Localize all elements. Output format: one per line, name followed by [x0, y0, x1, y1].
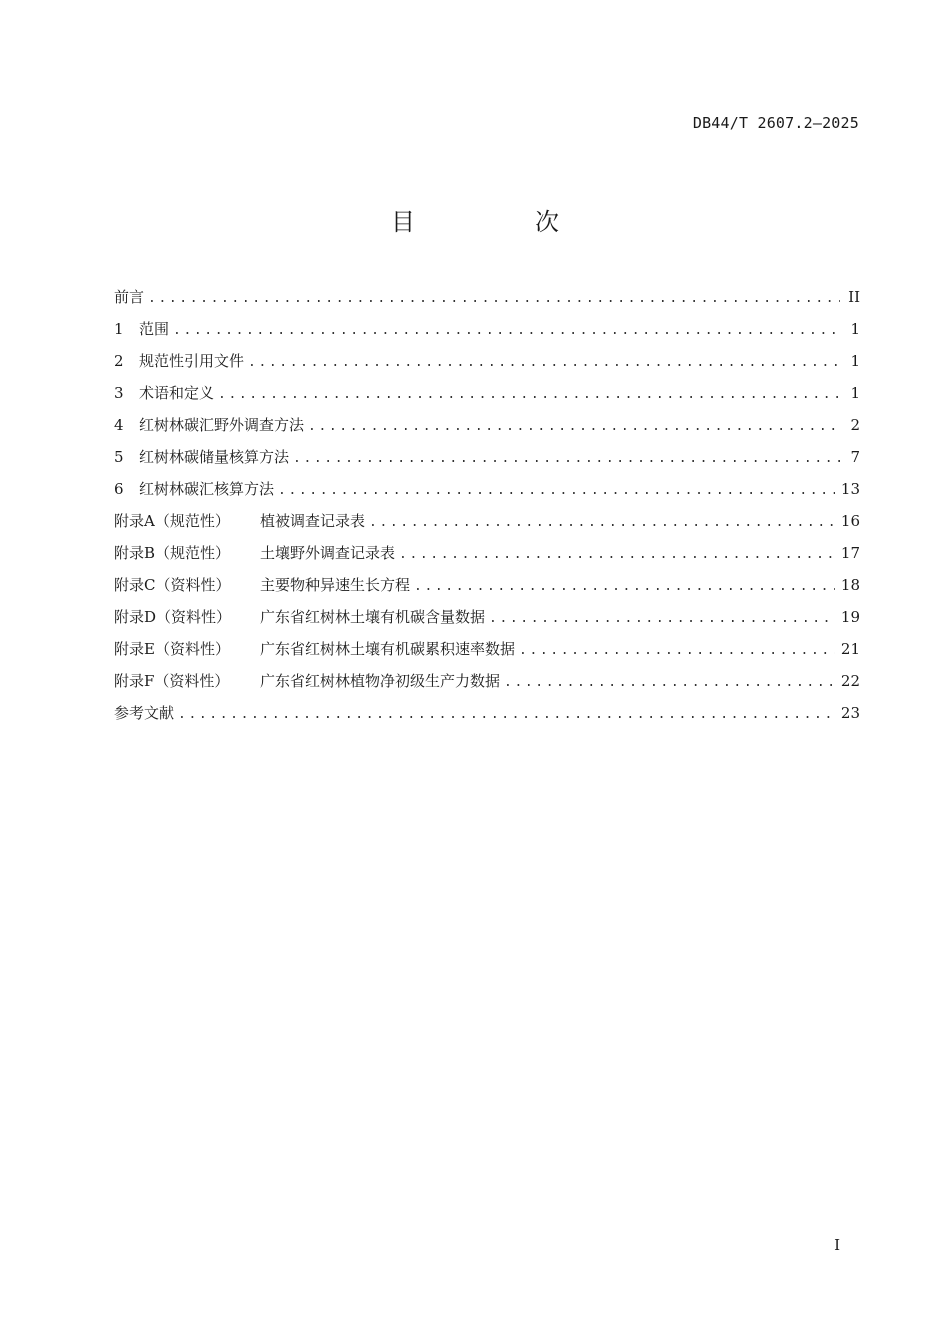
toc-entry-label: 红树林碳汇核算方法: [139, 480, 275, 498]
toc-entry-label: 土壤野外调查记录表: [260, 544, 396, 562]
toc-dot-leader: [489, 611, 835, 626]
toc-entry-appendix-f[interactable]: [114, 670, 860, 702]
toc-dot-leader: [248, 355, 840, 370]
toc-entry-appendix-e[interactable]: [114, 638, 860, 670]
toc-entry-page: 2: [850, 416, 860, 434]
toc-entry-carbon-stock[interactable]: [114, 446, 860, 478]
toc-dot-leader: [293, 451, 840, 466]
toc-entry-page: II: [848, 288, 860, 306]
toc-entry-page: 16: [840, 512, 860, 530]
toc-entry-label: 植被调查记录表: [260, 512, 366, 530]
toc-entry-page: 21: [840, 640, 860, 658]
toc-entry-label: 前言: [114, 288, 145, 306]
toc-dot-leader: [178, 707, 835, 722]
toc-entry-number: 4: [114, 416, 124, 434]
toc-entry-scope[interactable]: [114, 318, 860, 350]
toc-entry-appendix: 附录D（资料性）: [114, 608, 232, 626]
toc-entry-label: 参考文献: [114, 704, 175, 722]
toc-entry-label: 红树林碳储量核算方法: [139, 448, 290, 466]
toc-entry-page: 1: [850, 320, 860, 338]
toc-entry-appendix-d[interactable]: [114, 606, 860, 638]
toc-entry-appendix: 附录C（资料性）: [114, 576, 231, 594]
toc-entry-label: 广东省红树林植物净初级生产力数据: [260, 672, 501, 690]
toc-entry-page: 23: [840, 704, 860, 722]
toc-entry-number: 6: [114, 480, 124, 498]
toc-entry-terms-definitions[interactable]: [114, 382, 860, 414]
toc-entry-label: 术语和定义: [139, 384, 215, 402]
toc-entry-page: 7: [850, 448, 860, 466]
toc-entry-appendix-b[interactable]: [114, 542, 860, 574]
toc-entry-number: 3: [114, 384, 124, 402]
toc-entry-number: 2: [114, 352, 124, 370]
toc-entry-label: 广东省红树林土壤有机碳累积速率数据: [260, 640, 516, 658]
toc-entry-label: 规范性引用文件: [139, 352, 245, 370]
toc-dot-leader: [504, 675, 835, 690]
table-of-contents: [114, 286, 860, 734]
toc-entry-appendix-c[interactable]: [114, 574, 860, 606]
toc-entry-page: 1: [850, 384, 860, 402]
toc-entry-page: 1: [850, 352, 860, 370]
toc-entry-number: 1: [114, 320, 124, 338]
toc-dot-leader: [519, 643, 835, 658]
toc-entry-normative-references[interactable]: [114, 350, 860, 382]
toc-dot-leader: [369, 515, 835, 530]
toc-entry-appendix: 附录E（资料性）: [114, 640, 230, 658]
toc-entry-foreword[interactable]: [114, 286, 860, 318]
page-number: I: [834, 1236, 840, 1254]
toc-entry-appendix: 附录A（规范性）: [114, 512, 230, 530]
toc-dot-leader: [308, 419, 840, 434]
toc-entry-page: 18: [840, 576, 860, 594]
toc-dot-leader: [173, 323, 840, 338]
toc-entry-label: 范围: [139, 320, 170, 338]
toc-entry-label: 红树林碳汇野外调查方法: [139, 416, 305, 434]
toc-entry-field-survey[interactable]: [114, 414, 860, 446]
document-code: DB44/T 2607.2—2025: [692, 114, 859, 132]
toc-title: 目 次: [391, 208, 607, 236]
toc-entry-page: 17: [840, 544, 860, 562]
toc-entry-number: 5: [114, 448, 124, 466]
toc-entry-appendix: 附录B（规范性）: [114, 544, 231, 562]
toc-entry-page: 13: [840, 480, 860, 498]
toc-entry-appendix-a[interactable]: [114, 510, 860, 542]
toc-dot-leader: [399, 547, 835, 562]
toc-dot-leader: [218, 387, 840, 402]
toc-dot-leader: [148, 291, 840, 306]
toc-entry-page: 22: [840, 672, 860, 690]
toc-entry-label: 主要物种异速生长方程: [260, 576, 411, 594]
toc-entry-page: 19: [840, 608, 860, 626]
toc-entry-bibliography[interactable]: [114, 702, 860, 734]
toc-entry-appendix: 附录F（资料性）: [114, 672, 230, 690]
toc-entry-carbon-sink[interactable]: [114, 478, 860, 510]
toc-dot-leader: [414, 579, 835, 594]
toc-dot-leader: [278, 483, 835, 498]
toc-entry-label: 广东省红树林土壤有机碳含量数据: [260, 608, 486, 626]
